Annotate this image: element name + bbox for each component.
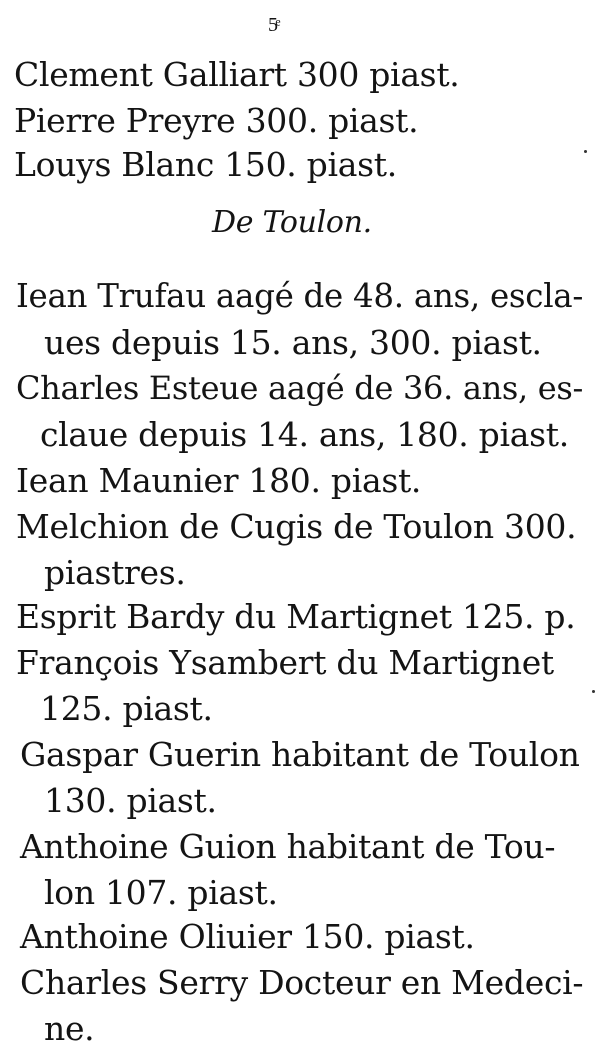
page-number: 5ͤ — [268, 12, 278, 36]
text-line: Louys Blanc 150. piast. — [14, 145, 397, 184]
text-line: piastres. — [44, 553, 186, 592]
section-heading: De Toulon. — [212, 205, 372, 240]
text-line: Gaspar Guerin habitant de Toulon — [20, 735, 580, 774]
text-line: 130. piast. — [44, 781, 217, 820]
text-line: Clement Galliart 300 piast. — [14, 55, 460, 94]
ink-speck — [592, 690, 595, 693]
text-line: 125. piast. — [40, 689, 213, 728]
text-line: Anthoine Oliuier 150. piast. — [20, 917, 475, 956]
text-line: ne. — [44, 1009, 95, 1048]
text-line: lon 107. piast. — [44, 873, 278, 912]
text-line: Anthoine Guion habitant de Tou- — [20, 827, 556, 866]
text-line: Iean Maunier 180. piast. — [16, 461, 422, 500]
text-line: Iean Trufau aagé de 48. ans, escla- — [16, 277, 584, 315]
text-line: Pierre Preyre 300. piast. — [14, 101, 419, 140]
text-line: ues depuis 15. ans, 300. piast. — [44, 323, 542, 362]
text-line: Esprit Bardy du Martignet 125. p. — [16, 597, 576, 636]
text-line: François Ysambert du Martignet — [16, 643, 554, 682]
text-line: claue depuis 14. ans, 180. piast. — [40, 415, 569, 454]
text-line: Charles Serry Docteur en Medeci- — [20, 963, 584, 1002]
ink-speck — [584, 150, 587, 153]
text-line: Melchion de Cugis de Toulon 300. — [16, 507, 577, 546]
text-line: Charles Esteue aagé de 36. ans, es- — [16, 369, 584, 407]
